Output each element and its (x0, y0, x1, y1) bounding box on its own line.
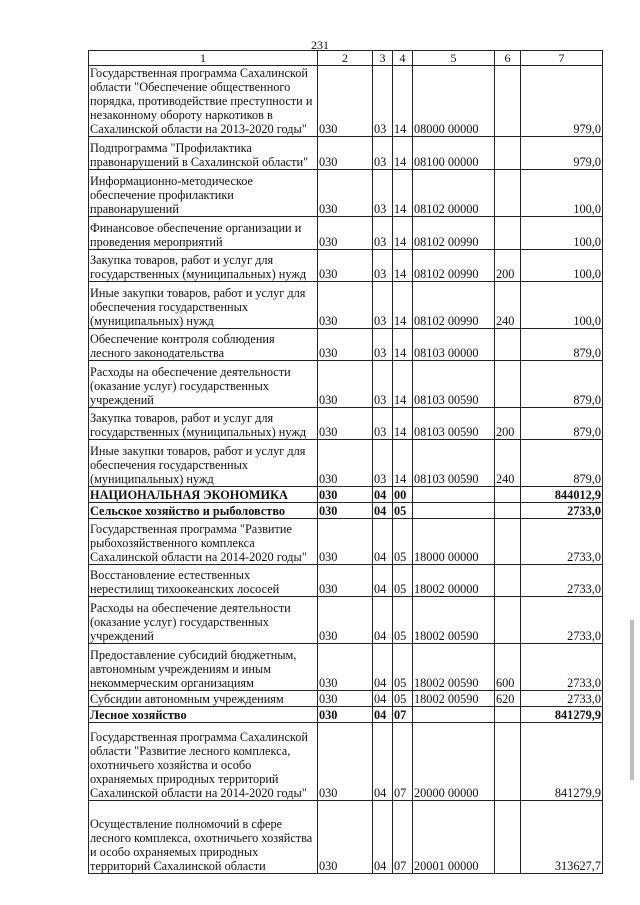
col-7-amount: 879,0 (521, 408, 603, 440)
col-6: 600 (495, 644, 521, 691)
col-3: 04 (373, 644, 393, 691)
col-4: 05 (393, 503, 413, 519)
col-5: 08102 00990 (413, 250, 495, 282)
row-name: Государственная программа "Развитие рыбохозяйственного комплекса Сахалинской области на 2014-2020 годы" (89, 519, 318, 565)
col-3: 03 (373, 66, 393, 137)
col-7-amount: 2733,0 (521, 644, 603, 691)
col-3: 04 (373, 487, 393, 503)
col-2: 030 (318, 440, 373, 487)
col-2: 030 (318, 408, 373, 440)
col-2: 030 (318, 565, 373, 597)
col-5: 20001 00000 (413, 801, 495, 874)
col-7-amount: 979,0 (521, 137, 603, 170)
col-4: 05 (393, 519, 413, 565)
col-7-amount: 979,0 (521, 66, 603, 137)
col-2: 030 (318, 361, 373, 408)
col-3: 04 (373, 707, 393, 723)
col-7-amount: 2733,0 (521, 565, 603, 597)
col-7-amount: 844012,9 (521, 487, 603, 503)
col-7-amount: 879,0 (521, 361, 603, 408)
row-name: Закупка товаров, работ и услуг для государственных (муниципальных) нужд (89, 250, 318, 282)
col-6 (495, 137, 521, 170)
col-6: 200 (495, 408, 521, 440)
col-4: 05 (393, 597, 413, 644)
col-6 (495, 801, 521, 874)
col-4: 14 (393, 250, 413, 282)
col-6 (495, 597, 521, 644)
table-row (89, 250, 603, 282)
row-name: Государственная программа Сахалинской области "Обеспечение общественного порядка, противодействие преступности и незаконному обороту наркотиков в Сахалинской области на 2013-2020 годы" (89, 66, 318, 137)
row-name: Лесное хозяйство (89, 707, 318, 723)
table-row (89, 801, 603, 874)
col-4: 14 (393, 329, 413, 361)
col-4: 05 (393, 644, 413, 691)
col-2: 030 (318, 801, 373, 874)
table-row (89, 217, 603, 250)
col-5: 08103 00590 (413, 440, 495, 487)
col-7-amount: 100,0 (521, 170, 603, 217)
col-6: 200 (495, 250, 521, 282)
col-2: 030 (318, 250, 373, 282)
col-2: 030 (318, 329, 373, 361)
table-row (89, 170, 603, 217)
col-3: 03 (373, 217, 393, 250)
col-6 (495, 503, 521, 519)
table-row (89, 137, 603, 170)
scan-edge-shadow (630, 620, 634, 780)
col-4: 05 (393, 691, 413, 707)
col-6 (495, 170, 521, 217)
table-header-row (89, 51, 603, 66)
col-2: 030 (318, 487, 373, 503)
col-3: 04 (373, 519, 393, 565)
col-5: 08103 00590 (413, 408, 495, 440)
col-3: 04 (373, 723, 393, 801)
col-4: 14 (393, 137, 413, 170)
col-7-amount: 2733,0 (521, 503, 603, 519)
col-4: 14 (393, 217, 413, 250)
table-row (89, 440, 603, 487)
budget-table (88, 50, 603, 874)
row-name: Информационно-методическое обеспечение профилактики правонарушений (89, 170, 318, 217)
col-5: 08103 00590 (413, 361, 495, 408)
col-header-1: 1 (89, 51, 318, 66)
col-2: 030 (318, 723, 373, 801)
col-6 (495, 565, 521, 597)
col-6: 240 (495, 440, 521, 487)
row-name: Расходы на обеспечение деятельности (оказание услуг) государственных учреждений (89, 597, 318, 644)
col-5: 08100 00000 (413, 137, 495, 170)
col-5: 08102 00000 (413, 170, 495, 217)
row-name: Сельское хозяйство и рыболовство (89, 503, 318, 519)
col-5: 18002 00000 (413, 565, 495, 597)
col-7-amount: 100,0 (521, 282, 603, 329)
table-row (89, 691, 603, 707)
col-5: 08102 00990 (413, 217, 495, 250)
page-number: 231 (311, 38, 329, 52)
col-6 (495, 361, 521, 408)
row-name: Иные закупки товаров, работ и услуг для обеспечения государственных (муниципальных) нужд (89, 440, 318, 487)
col-3: 04 (373, 503, 393, 519)
col-4: 05 (393, 565, 413, 597)
col-5: 08000 00000 (413, 66, 495, 137)
col-6 (495, 66, 521, 137)
col-3: 03 (373, 408, 393, 440)
col-5 (413, 707, 495, 723)
col-2: 030 (318, 170, 373, 217)
col-2: 030 (318, 691, 373, 707)
col-5: 18000 00000 (413, 519, 495, 565)
col-5: 08102 00990 (413, 282, 495, 329)
table-row (89, 503, 603, 519)
col-7-amount: 313627,7 (521, 801, 603, 874)
row-name: Субсидии автономным учреждениям (89, 691, 318, 707)
table-row (89, 644, 603, 691)
col-3: 04 (373, 597, 393, 644)
col-header-2: 2 (318, 51, 373, 66)
table-row (89, 66, 603, 137)
col-5: 18002 00590 (413, 691, 495, 707)
col-5: 18002 00590 (413, 644, 495, 691)
table-row (89, 361, 603, 408)
col-4: 14 (393, 282, 413, 329)
col-3: 03 (373, 329, 393, 361)
col-7-amount: 879,0 (521, 440, 603, 487)
col-6 (495, 723, 521, 801)
col-4: 07 (393, 707, 413, 723)
col-7-amount: 2733,0 (521, 691, 603, 707)
row-name: Иные закупки товаров, работ и услуг для обеспечения государственных (муниципальных) нужд (89, 282, 318, 329)
col-3: 03 (373, 250, 393, 282)
col-3: 04 (373, 691, 393, 707)
table-row (89, 707, 603, 723)
col-4: 00 (393, 487, 413, 503)
col-4: 14 (393, 440, 413, 487)
col-5: 18002 00590 (413, 597, 495, 644)
col-header-5: 5 (413, 51, 495, 66)
col-2: 030 (318, 137, 373, 170)
col-3: 03 (373, 170, 393, 217)
col-4: 07 (393, 723, 413, 801)
col-7-amount: 2733,0 (521, 519, 603, 565)
col-2: 030 (318, 66, 373, 137)
table-row (89, 565, 603, 597)
col-7-amount: 100,0 (521, 217, 603, 250)
row-name: Предоставление субсидий бюджетным, автономным учреждениям и иным некоммерческим организациям (89, 644, 318, 691)
col-6 (495, 329, 521, 361)
col-2: 030 (318, 707, 373, 723)
col-3: 03 (373, 282, 393, 329)
col-4: 14 (393, 66, 413, 137)
col-header-3: 3 (373, 51, 393, 66)
col-6 (495, 217, 521, 250)
col-7-amount: 841279,9 (521, 723, 603, 801)
col-2: 030 (318, 282, 373, 329)
col-3: 03 (373, 137, 393, 170)
col-3: 04 (373, 801, 393, 874)
row-name: Государственная программа Сахалинской области "Развитие лесного комплекса, охотничьего хозяйства и особо охраняемых природных территорий Сахалинской области на 2014-2020 годы" (89, 723, 318, 801)
col-4: 14 (393, 361, 413, 408)
table-row (89, 723, 603, 801)
col-4: 07 (393, 801, 413, 874)
col-2: 030 (318, 644, 373, 691)
col-6 (495, 707, 521, 723)
row-name: Закупка товаров, работ и услуг для государственных (муниципальных) нужд (89, 408, 318, 440)
col-header-6: 6 (495, 51, 521, 66)
col-7-amount: 100,0 (521, 250, 603, 282)
col-7-amount: 2733,0 (521, 597, 603, 644)
row-name: Финансовое обеспечение организации и проведения мероприятий (89, 217, 318, 250)
col-header-7: 7 (521, 51, 603, 66)
col-7-amount: 879,0 (521, 329, 603, 361)
col-2: 030 (318, 519, 373, 565)
row-name: Расходы на обеспечение деятельности (оказание услуг) государственных учреждений (89, 361, 318, 408)
table-row (89, 329, 603, 361)
col-2: 030 (318, 597, 373, 644)
col-6: 620 (495, 691, 521, 707)
row-name: Обеспечение контроля соблюдения лесного законодательства (89, 329, 318, 361)
col-6 (495, 487, 521, 503)
table-row (89, 519, 603, 565)
col-6 (495, 519, 521, 565)
row-name: Осуществление полномочий в сфере лесного комплекса, охотничьего хозяйства и особо охраняемых природных территорий Сахалинской области (89, 801, 318, 874)
col-2: 030 (318, 503, 373, 519)
col-6: 240 (495, 282, 521, 329)
col-4: 14 (393, 408, 413, 440)
row-name: НАЦИОНАЛЬНАЯ ЭКОНОМИКА (89, 487, 318, 503)
col-3: 04 (373, 565, 393, 597)
col-5 (413, 503, 495, 519)
table-row (89, 408, 603, 440)
col-3: 03 (373, 361, 393, 408)
col-5: 20000 00000 (413, 723, 495, 801)
row-name: Восстановление естественных нерестилищ тихоокеанских лососей (89, 565, 318, 597)
col-4: 14 (393, 170, 413, 217)
table-row (89, 597, 603, 644)
col-7-amount: 841279,9 (521, 707, 603, 723)
table-row (89, 282, 603, 329)
col-5: 08103 00000 (413, 329, 495, 361)
col-2: 030 (318, 217, 373, 250)
col-5 (413, 487, 495, 503)
table-row (89, 487, 603, 503)
col-3: 03 (373, 440, 393, 487)
col-header-4: 4 (393, 51, 413, 66)
row-name: Подпрограмма "Профилактика правонарушений в Сахалинской области" (89, 137, 318, 170)
